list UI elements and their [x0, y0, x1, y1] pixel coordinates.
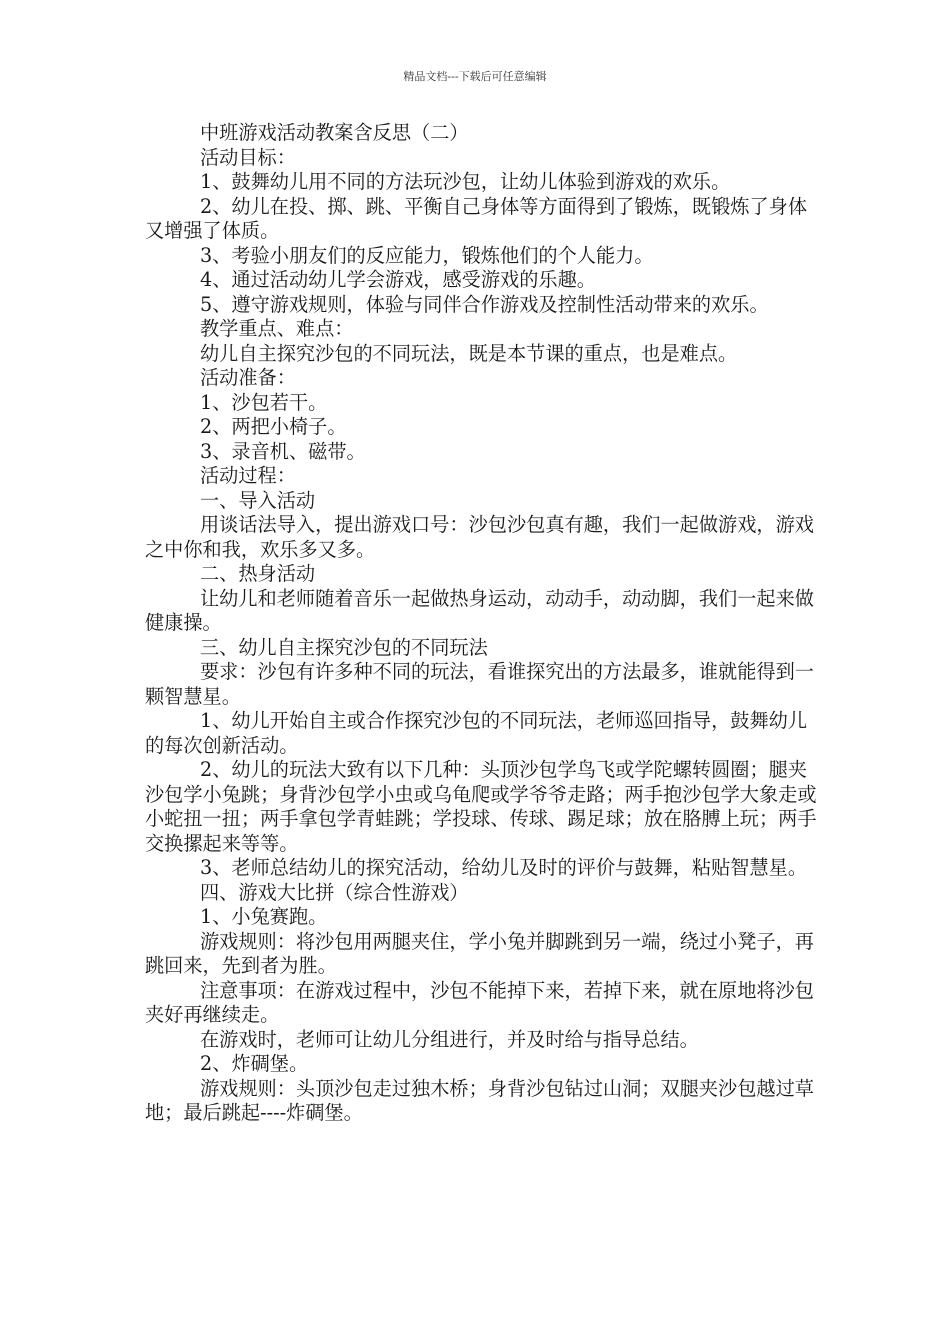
game-2-rules: 游戏规则：头顶沙包走过独木桥；身背沙包钻过山洞；双腿夹沙包越过草地；最后跳起----炸碉堡。 [145, 1076, 814, 1124]
process-step-2-text: 让幼儿和老师随着音乐一起做热身运动，动动手，动动脚，我们一起来做健康操。 [145, 586, 814, 634]
process-step-4-heading: 四、游戏大比拼（综合性游戏） [200, 880, 469, 904]
prep-item-3: 3、录音机、磁带。 [200, 439, 366, 463]
process-step-3-item-2: 2、幼儿的玩法大致有以下几种：头顶沙包学鸟飞或学陀螺转圆圈；腿夹沙包学小兔跳；身背沙包学小虫或乌龟爬或学爷爷走路；两手抱沙包学大象走或小蛇扭一扭；两手拿包学青蛙跳；学投球、传球、踢足球；放在胳膊上玩；两手交换摞起来等等。 [145, 758, 817, 855]
goal-item-2: 2、幼儿在投、掷、跳、平衡自己身体等方面得到了锻炼，既锻炼了身体又增强了体质。 [145, 194, 808, 242]
prep-item-1: 1、沙包若干。 [200, 390, 328, 414]
page-header: 精品文档---下载后可任意编辑 [403, 70, 547, 83]
process-step-3-heading: 三、幼儿自主探究沙包的不同玩法 [200, 635, 488, 659]
goal-item-1: 1、鼓舞幼儿用不同的方法玩沙包，让幼儿体验到游戏的欢乐。 [200, 170, 731, 193]
goal-item-3: 3、考验小朋友们的反应能力，锻炼他们的个人能力。 [200, 243, 654, 267]
section-heading-key-points: 教学重点、难点： [200, 317, 354, 340]
process-step-2-heading: 二、热身活动 [200, 562, 316, 585]
process-step-1-heading: 一、导入活动 [200, 488, 316, 512]
game-1-title: 1、小兔赛跑。 [200, 905, 328, 928]
section-heading-preparation: 活动准备： [200, 366, 296, 389]
section-heading-process: 活动过程： [200, 464, 296, 487]
game-2-title: 2、炸碉堡。 [200, 1052, 309, 1075]
goal-item-5: 5、遵守游戏规则，体验与同伴合作游戏及控制性活动带来的欢乐。 [200, 292, 769, 316]
process-step-3-item-1: 1、幼儿开始自主或合作探究沙包的不同玩法，老师巡回指导，鼓舞幼儿的每次创新活动。 [145, 709, 808, 757]
section-heading-goals: 活动目标： [200, 145, 296, 169]
prep-item-2: 2、两把小椅子。 [200, 415, 347, 438]
document-title: 中班游戏活动教案含反思（二） [200, 121, 469, 144]
process-step-3-item-3: 3、老师总结幼儿的探究活动，给幼儿及时的评价与鼓舞，粘贴智慧星。 [200, 856, 808, 879]
key-points-text: 幼儿自主探究沙包的不同玩法，既是本节课的重点，也是难点。 [200, 341, 738, 365]
document-body [145, 121, 825, 1126]
game-1-guidance: 在游戏时，老师可让幼儿分组进行，并及时给与指导总结。 [200, 1027, 699, 1051]
process-step-1-text: 用谈话法导入，提出游戏口号：沙包沙包真有趣，我们一起做游戏，游戏之中你和我，欢乐多又多。 [145, 513, 814, 561]
goal-item-4: 4、通过活动幼儿学会游戏，感受游戏的乐趣。 [200, 268, 596, 291]
process-step-3-requirement: 要求：沙包有许多种不同的玩法，看谁探究出的方法最多，谁就能得到一颗智慧星。 [145, 660, 814, 708]
game-1-notes: 注意事项：在游戏过程中，沙包不能掉下来，若掉下来，就在原地将沙包夹好再继续走。 [145, 978, 814, 1026]
game-1-rules: 游戏规则：将沙包用两腿夹住，学小兔并脚跳到另一端，绕过小凳子，再跳回来，先到者为胜。 [145, 929, 814, 977]
